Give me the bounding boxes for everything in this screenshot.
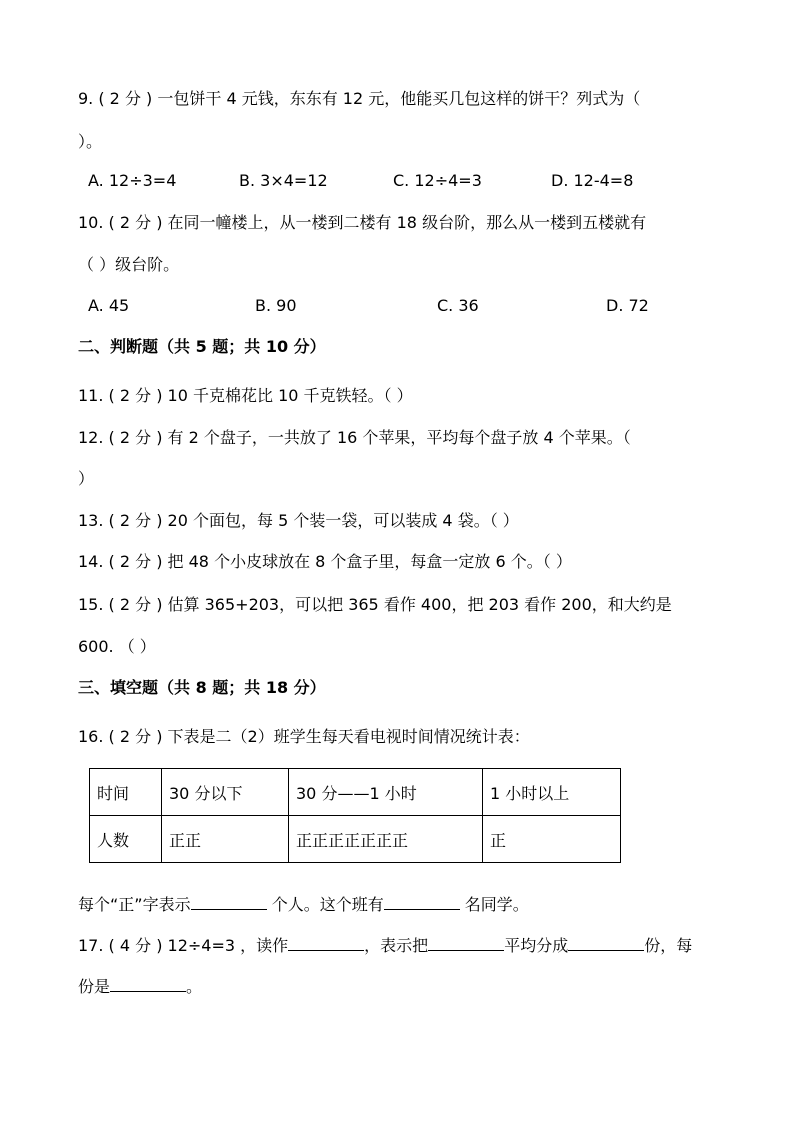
question-16-stem: 16. ( 2 分 ) 下表是二（2）班学生每天看电视时间情况统计表：: [78, 727, 530, 746]
answer-blank[interactable]: [191, 893, 267, 910]
question-12-line2: ）: [78, 469, 95, 488]
question-12-line1: 12. ( 2 分 ) 有 2 个盘子，一共放了 16 个苹果，平均每个盘子放 4 个苹果。（: [78, 428, 631, 447]
option-b[interactable]: B. 3×4=12: [239, 171, 328, 190]
section-2-heading: 二、判断题（共 5 题；共 10 分）: [78, 337, 326, 356]
option-b[interactable]: B. 90: [255, 296, 297, 315]
table-cell: 正正: [162, 816, 289, 863]
question-9-line2: ）。: [78, 132, 103, 151]
question-14: 14. ( 2 分 ) 把 48 个小皮球放在 8 个盒子里，每盒一定放 6 个。（ ）: [78, 552, 572, 571]
fill-text: 平均分成: [504, 936, 569, 955]
table-cell: 人数: [90, 816, 162, 863]
question-10-options: [88, 295, 728, 317]
tv-time-stats-table: [89, 768, 621, 863]
option-d[interactable]: D. 12-4=8: [551, 171, 634, 190]
option-a[interactable]: A. 12÷3=4: [88, 171, 177, 190]
table-cell: 正: [483, 816, 621, 863]
question-15-line1: 15. ( 2 分 ) 估算 365+203，可以把 365 看作 400，把 203 看作 200，和大约是: [78, 595, 672, 614]
question-16-fill: [78, 893, 724, 916]
question-15-line2: 600. （ ）: [78, 637, 156, 656]
answer-blank[interactable]: [428, 934, 504, 951]
fill-text: 份是: [78, 977, 111, 996]
question-9-options: [88, 170, 728, 192]
fill-text: 个人。这个班有: [271, 895, 384, 914]
question-17-line1: [78, 934, 724, 957]
fill-text: 名同学。: [464, 895, 529, 914]
answer-blank[interactable]: [384, 893, 460, 910]
option-c[interactable]: C. 36: [437, 296, 479, 315]
question-9-line1: 9. ( 2 分 ) 一包饼干 4 元钱，东东有 12 元，他能买几包这样的饼干？列式为（: [78, 89, 641, 108]
table-cell: 1 小时以上: [483, 769, 621, 816]
option-c[interactable]: C. 12÷4=3: [393, 171, 482, 190]
fill-text: 份，每: [644, 936, 693, 955]
fill-text: ，表示把: [364, 936, 429, 955]
table-cell: 30 分——1 小时: [289, 769, 483, 816]
table-cell: 时间: [90, 769, 162, 816]
option-a[interactable]: A. 45: [88, 296, 130, 315]
answer-blank[interactable]: [288, 934, 364, 951]
question-10-line2: （ ）级台阶。: [78, 255, 180, 274]
option-d[interactable]: D. 72: [606, 296, 649, 315]
table-row: [90, 816, 621, 863]
question-10-line1: 10. ( 2 分 ) 在同一幢楼上，从一楼到二楼有 18 级台阶，那么从一楼到五楼就有: [78, 213, 647, 232]
answer-blank[interactable]: [110, 975, 186, 992]
question-13: 13. ( 2 分 ) 20 个面包，每 5 个装一袋，可以装成 4 袋。（ ）: [78, 511, 519, 530]
fill-text: 每个“正”字表示: [78, 895, 191, 914]
table-row: [90, 769, 621, 816]
question-17-line2: [78, 975, 724, 998]
section-3-heading: 三、填空题（共 8 题；共 18 分）: [78, 678, 326, 697]
table-cell: 30 分以下: [162, 769, 289, 816]
question-11: 11. ( 2 分 ) 10 千克棉花比 10 千克铁轻。（ ）: [78, 386, 413, 405]
fill-text: 17. ( 4 分 ) 12÷4=3 ，读作: [78, 936, 289, 955]
table-cell: 正正正正正正正: [289, 816, 483, 863]
answer-blank[interactable]: [568, 934, 644, 951]
fill-text: 。: [186, 977, 203, 996]
